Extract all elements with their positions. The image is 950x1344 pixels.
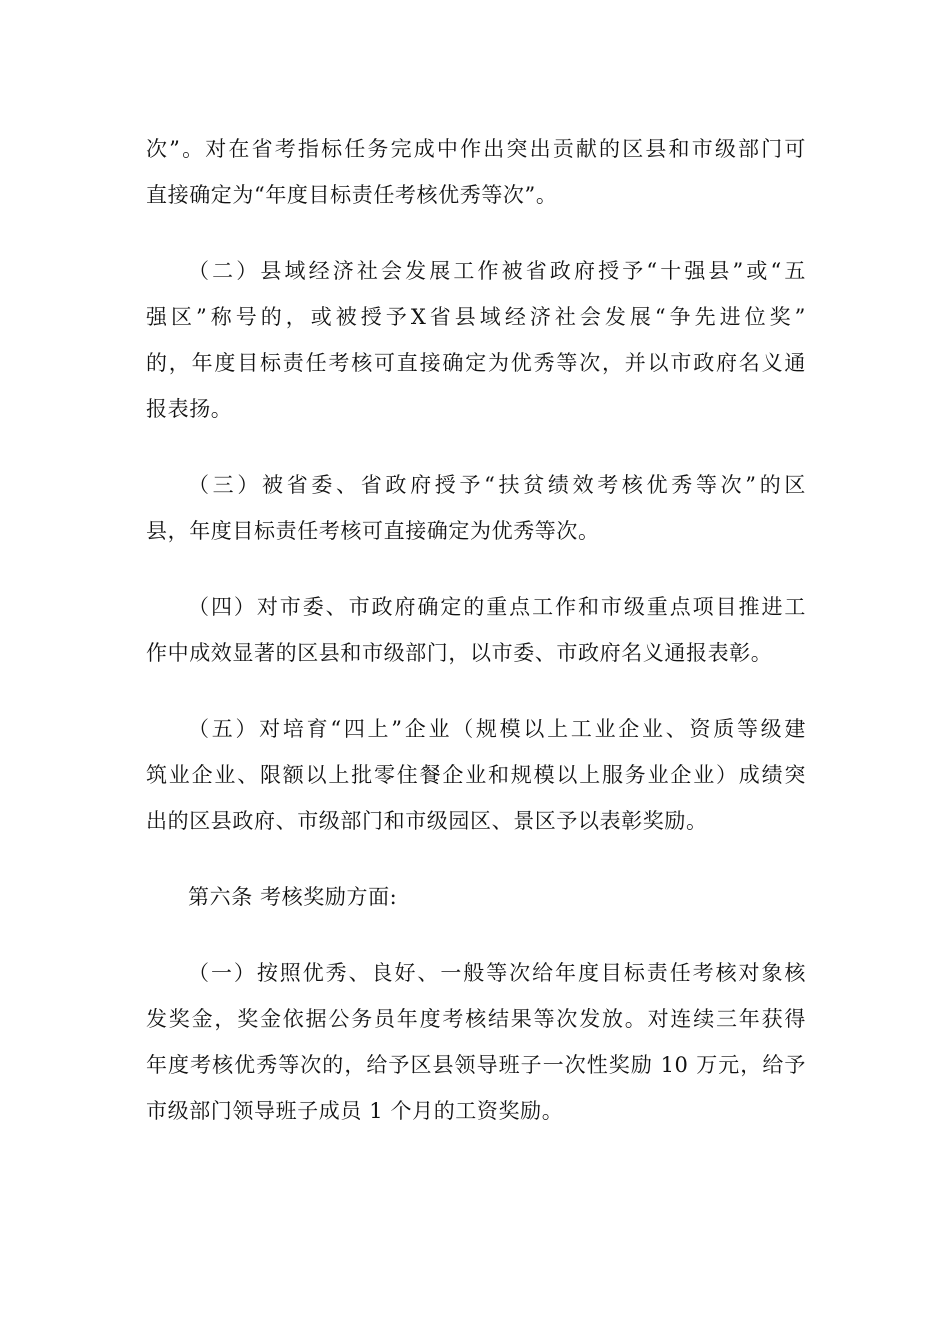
text-line: 作中成效显著的区县和市级部门，以市委、市政府名义通报表彰。 [146, 641, 773, 665]
paragraph-item-6-1 [146, 950, 806, 1134]
text-line: 出的区县政府、市级部门和市级园区、景区予以表彰奖励。 [146, 809, 708, 833]
text-line: 报表扬。 [146, 397, 233, 421]
text-line: 筑业企业、限额以上批零住餐企业和规模以上服务业企业）成绩突 [146, 763, 806, 787]
text-line: （一）按照优秀、良好、一般等次给年度目标责任考核对象核 [188, 961, 806, 985]
paragraph-item-2 [146, 248, 806, 432]
text-line: 市级部门领导班子成员 1 个月的工资奖励。 [146, 1099, 564, 1123]
document-body [146, 126, 806, 1164]
paragraph-continuation [146, 126, 806, 218]
text-line: 年度考核优秀等次的，给予区县领导班子一次性奖励 10 万元，给予 [146, 1053, 806, 1077]
text-line: （三）被省委、省政府授予“扶贫绩效考核优秀等次”的区 [188, 473, 806, 497]
text-line: 县，年度目标责任考核可直接确定为优秀等次。 [146, 519, 600, 543]
text-line: （二）县域经济社会发展工作被省政府授予“十强县”或“五 [188, 259, 806, 283]
text-line: （四）对市委、市政府确定的重点工作和市级重点项目推进工 [188, 595, 806, 619]
text-line: 直接确定为“年度目标责任考核优秀等次”。 [146, 183, 558, 207]
text-line: 次”。对在省考指标任务完成中作出突出贡献的区县和市级部门可 [146, 137, 806, 161]
text-line: 强区”称号的，或被授予X省县域经济社会发展“争先进位奖” [146, 305, 806, 329]
paragraph-item-5 [146, 706, 806, 844]
text-line: 发奖金，奖金依据公务员年度考核结果等次发放。对连续三年获得 [146, 1007, 806, 1031]
text-line: 的，年度目标责任考核可直接确定为优秀等次，并以市政府名义通 [146, 351, 806, 375]
article-heading [146, 874, 806, 920]
text-line: （五）对培育“四上”企业（规模以上工业企业、资质等级建 [188, 717, 806, 741]
paragraph-item-3 [146, 462, 806, 554]
text-line: 第六条 考核奖励方面: [188, 885, 398, 909]
paragraph-item-4 [146, 584, 806, 676]
